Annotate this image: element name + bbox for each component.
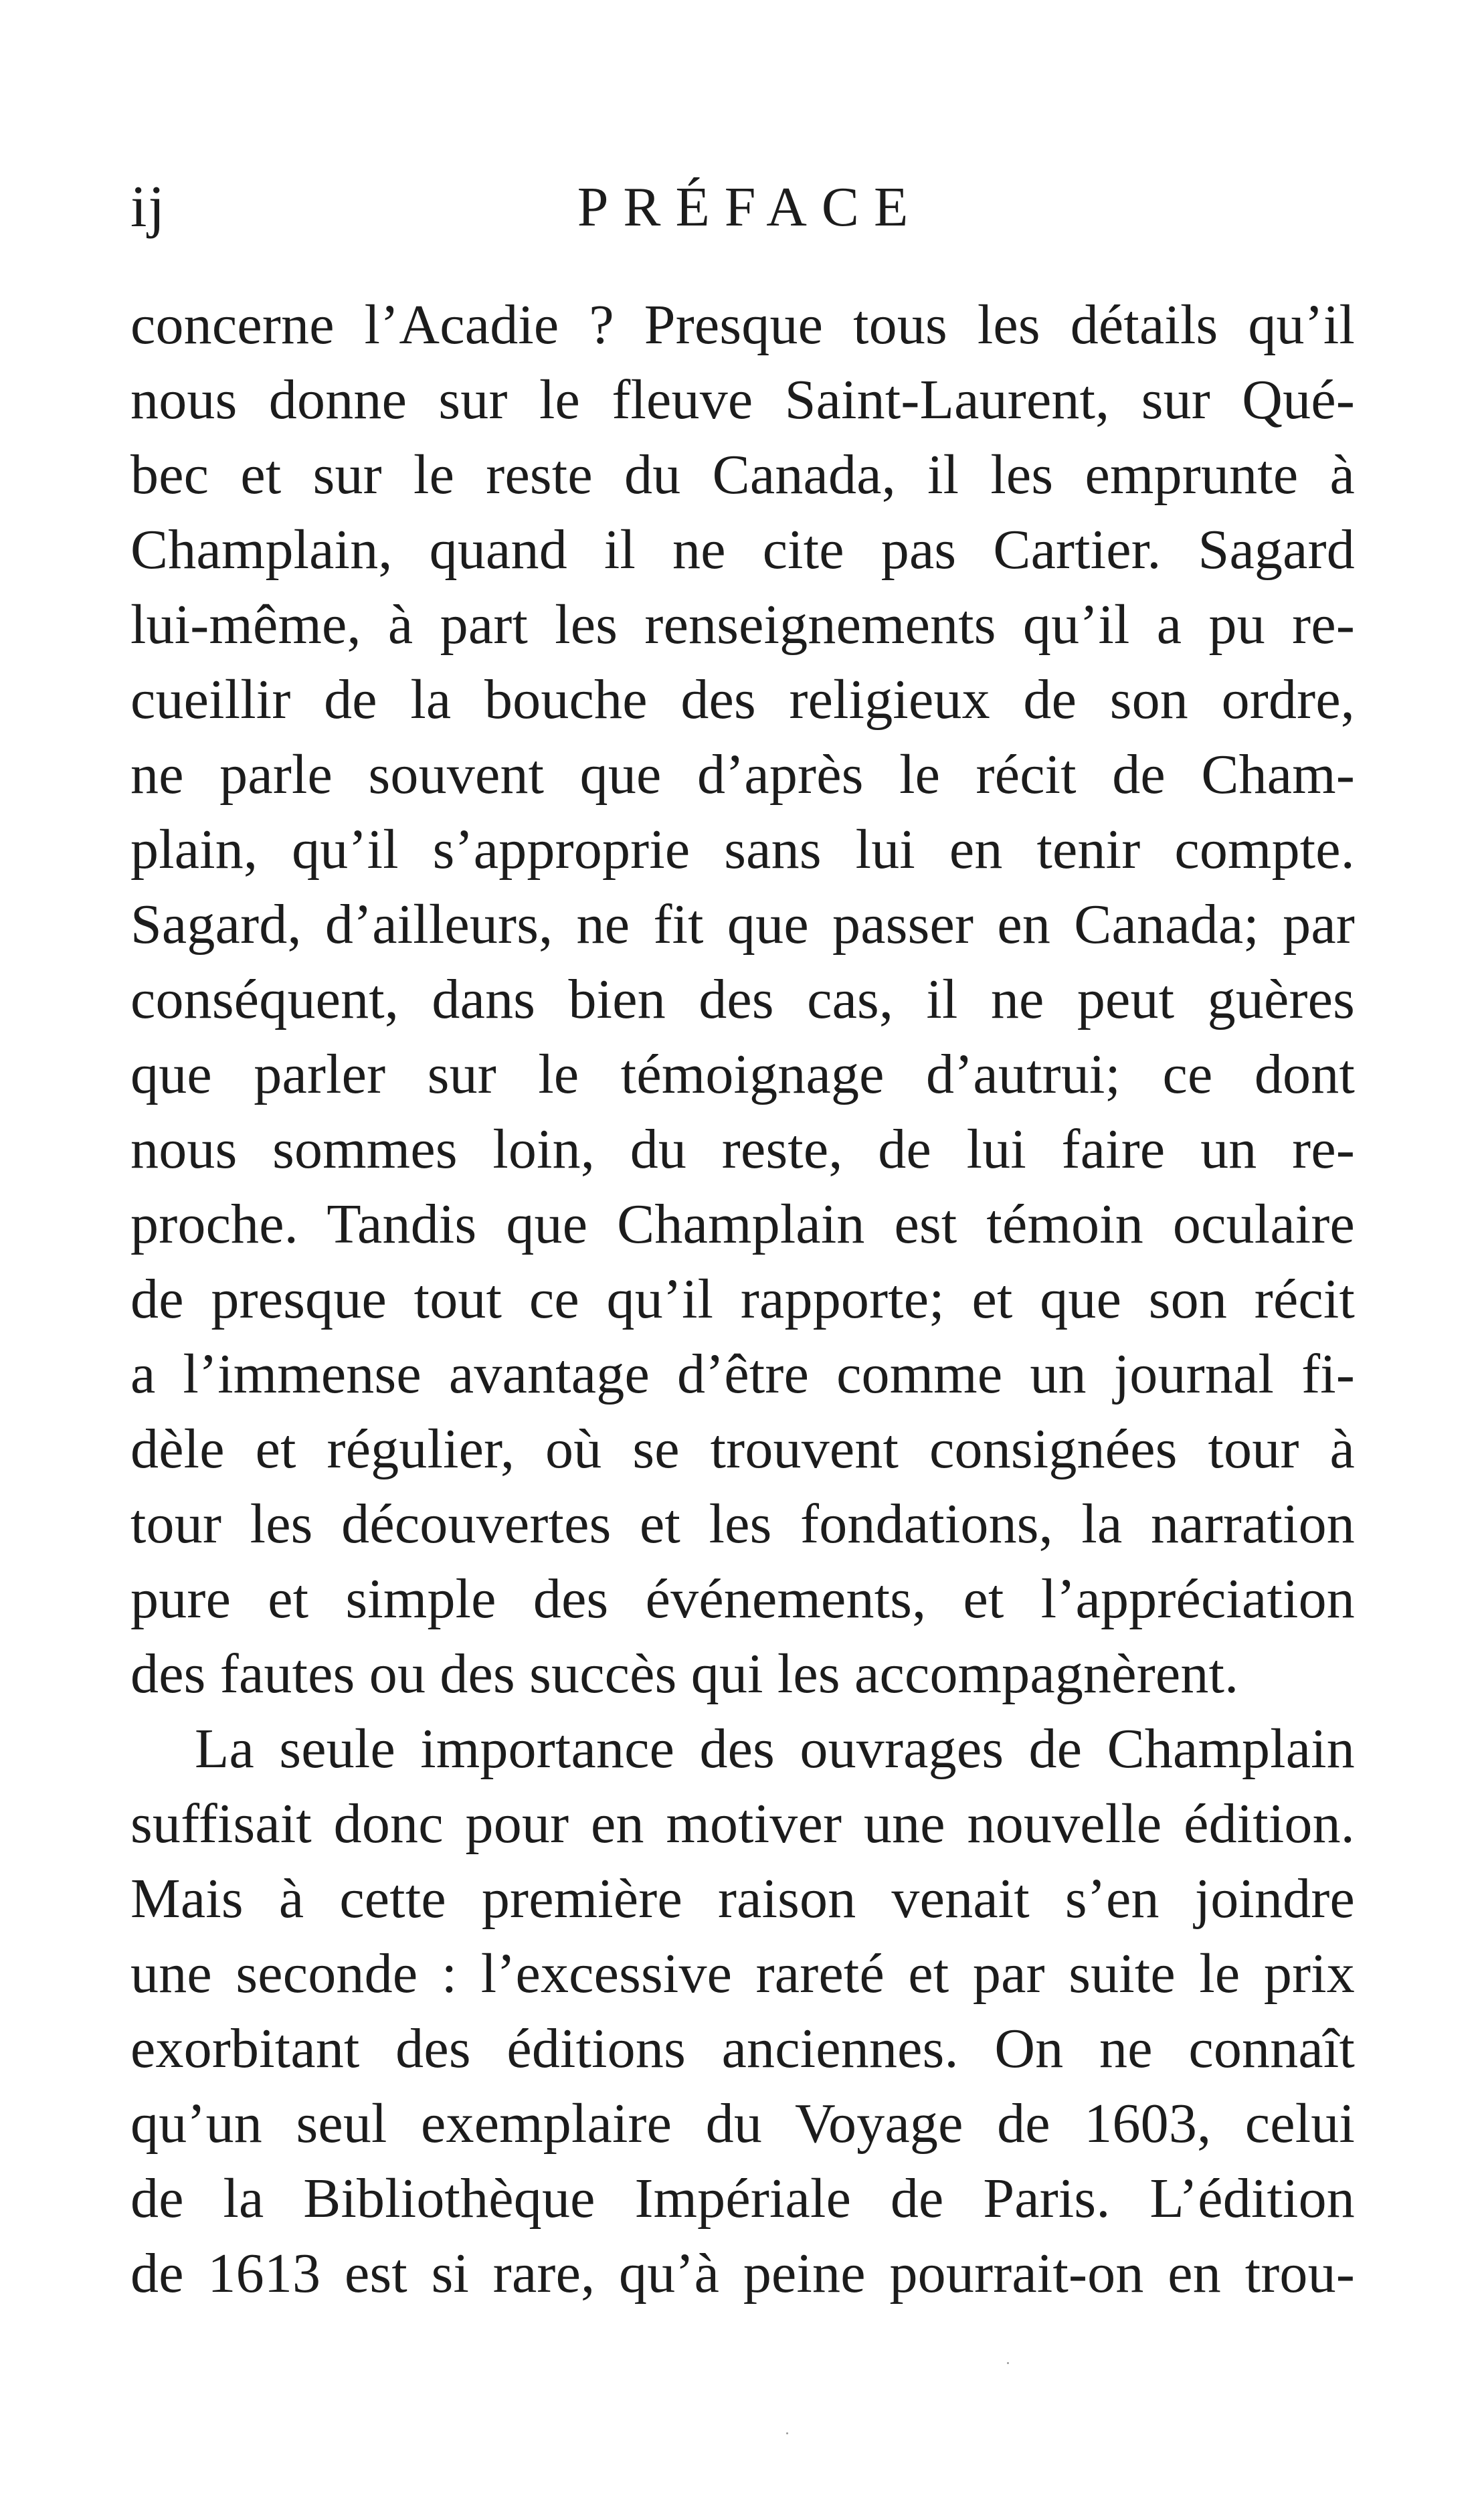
text-line: que parler sur le témoignage d’autrui; ce dont — [130, 1043, 1355, 1105]
text-line: a l’immense avantage d’être comme un journal fi- — [130, 1343, 1355, 1405]
text-line: de la Bibliothèque Impériale de Paris. L’édition — [130, 2167, 1355, 2230]
text-line: de presque tout ce qu’il rapporte; et que son récit — [130, 1268, 1355, 1330]
text-line: tour les découvertes et les fondations, la narration — [130, 1493, 1355, 1555]
text-line: proche. Tandis que Champlain est témoin oculaire — [130, 1193, 1355, 1255]
text-line: Champlain, quand il ne cite pas Cartier. Sagard — [130, 519, 1355, 581]
text-line: une seconde : l’excessive rareté et par suite le prix — [130, 1943, 1355, 2005]
text-line: Sagard, d’ailleurs, ne fit que passer en Canada; par — [130, 893, 1355, 956]
text-line: concerne l’Acadie ? Presque tous les détails qu’il — [130, 294, 1355, 356]
text-line: cueillir de la bouche des religieux de son ordre, — [130, 668, 1355, 731]
text-line: ne parle souvent que d’après le récit de Cham- — [130, 743, 1355, 806]
text-line: suffisait donc pour en motiver une nouvelle édition. — [130, 1793, 1355, 1855]
running-head — [130, 171, 1355, 244]
paper-speck — [786, 2432, 788, 2434]
text-line: nous donne sur le fleuve Saint-Laurent, sur Qué- — [130, 369, 1355, 431]
text-line: exorbitant des éditions anciennes. On ne connaît — [130, 2017, 1355, 2080]
text-line: conséquent, dans bien des cas, il ne peut guères — [130, 968, 1355, 1030]
page-number: ij — [130, 175, 166, 240]
text-line: pure et simple des événements, et l’appréciation — [130, 1568, 1355, 1630]
text-line: qu’un seul exemplaire du Voyage de 1603, celui — [130, 2092, 1355, 2155]
text-line: plain, qu’il s’approprie sans lui en tenir compte. — [130, 818, 1355, 881]
text-line: bec et sur le reste du Canada, il les emprunte à — [130, 444, 1355, 506]
text-line: dèle et régulier, où se trouvent consignées tour à — [130, 1418, 1355, 1480]
text-line: Mais à cette première raison venait s’en joindre — [130, 1868, 1355, 1930]
text-line: des fautes ou des succès qui les accompagnèrent. — [130, 1643, 1239, 1705]
text-line: La seule importance des ouvrages de Champlain — [195, 1718, 1355, 1780]
text-line: lui-même, à part les renseignements qu’il a pu re- — [130, 594, 1355, 656]
text-line: de 1613 est si rare, qu’à peine pourrait-on en trou- — [130, 2242, 1355, 2305]
text-line: nous sommes loin, du reste, de lui faire un re- — [130, 1118, 1355, 1180]
paper-speck — [1007, 2362, 1009, 2364]
body-text — [130, 288, 1355, 2311]
page-title: PRÉFACE — [577, 176, 923, 238]
